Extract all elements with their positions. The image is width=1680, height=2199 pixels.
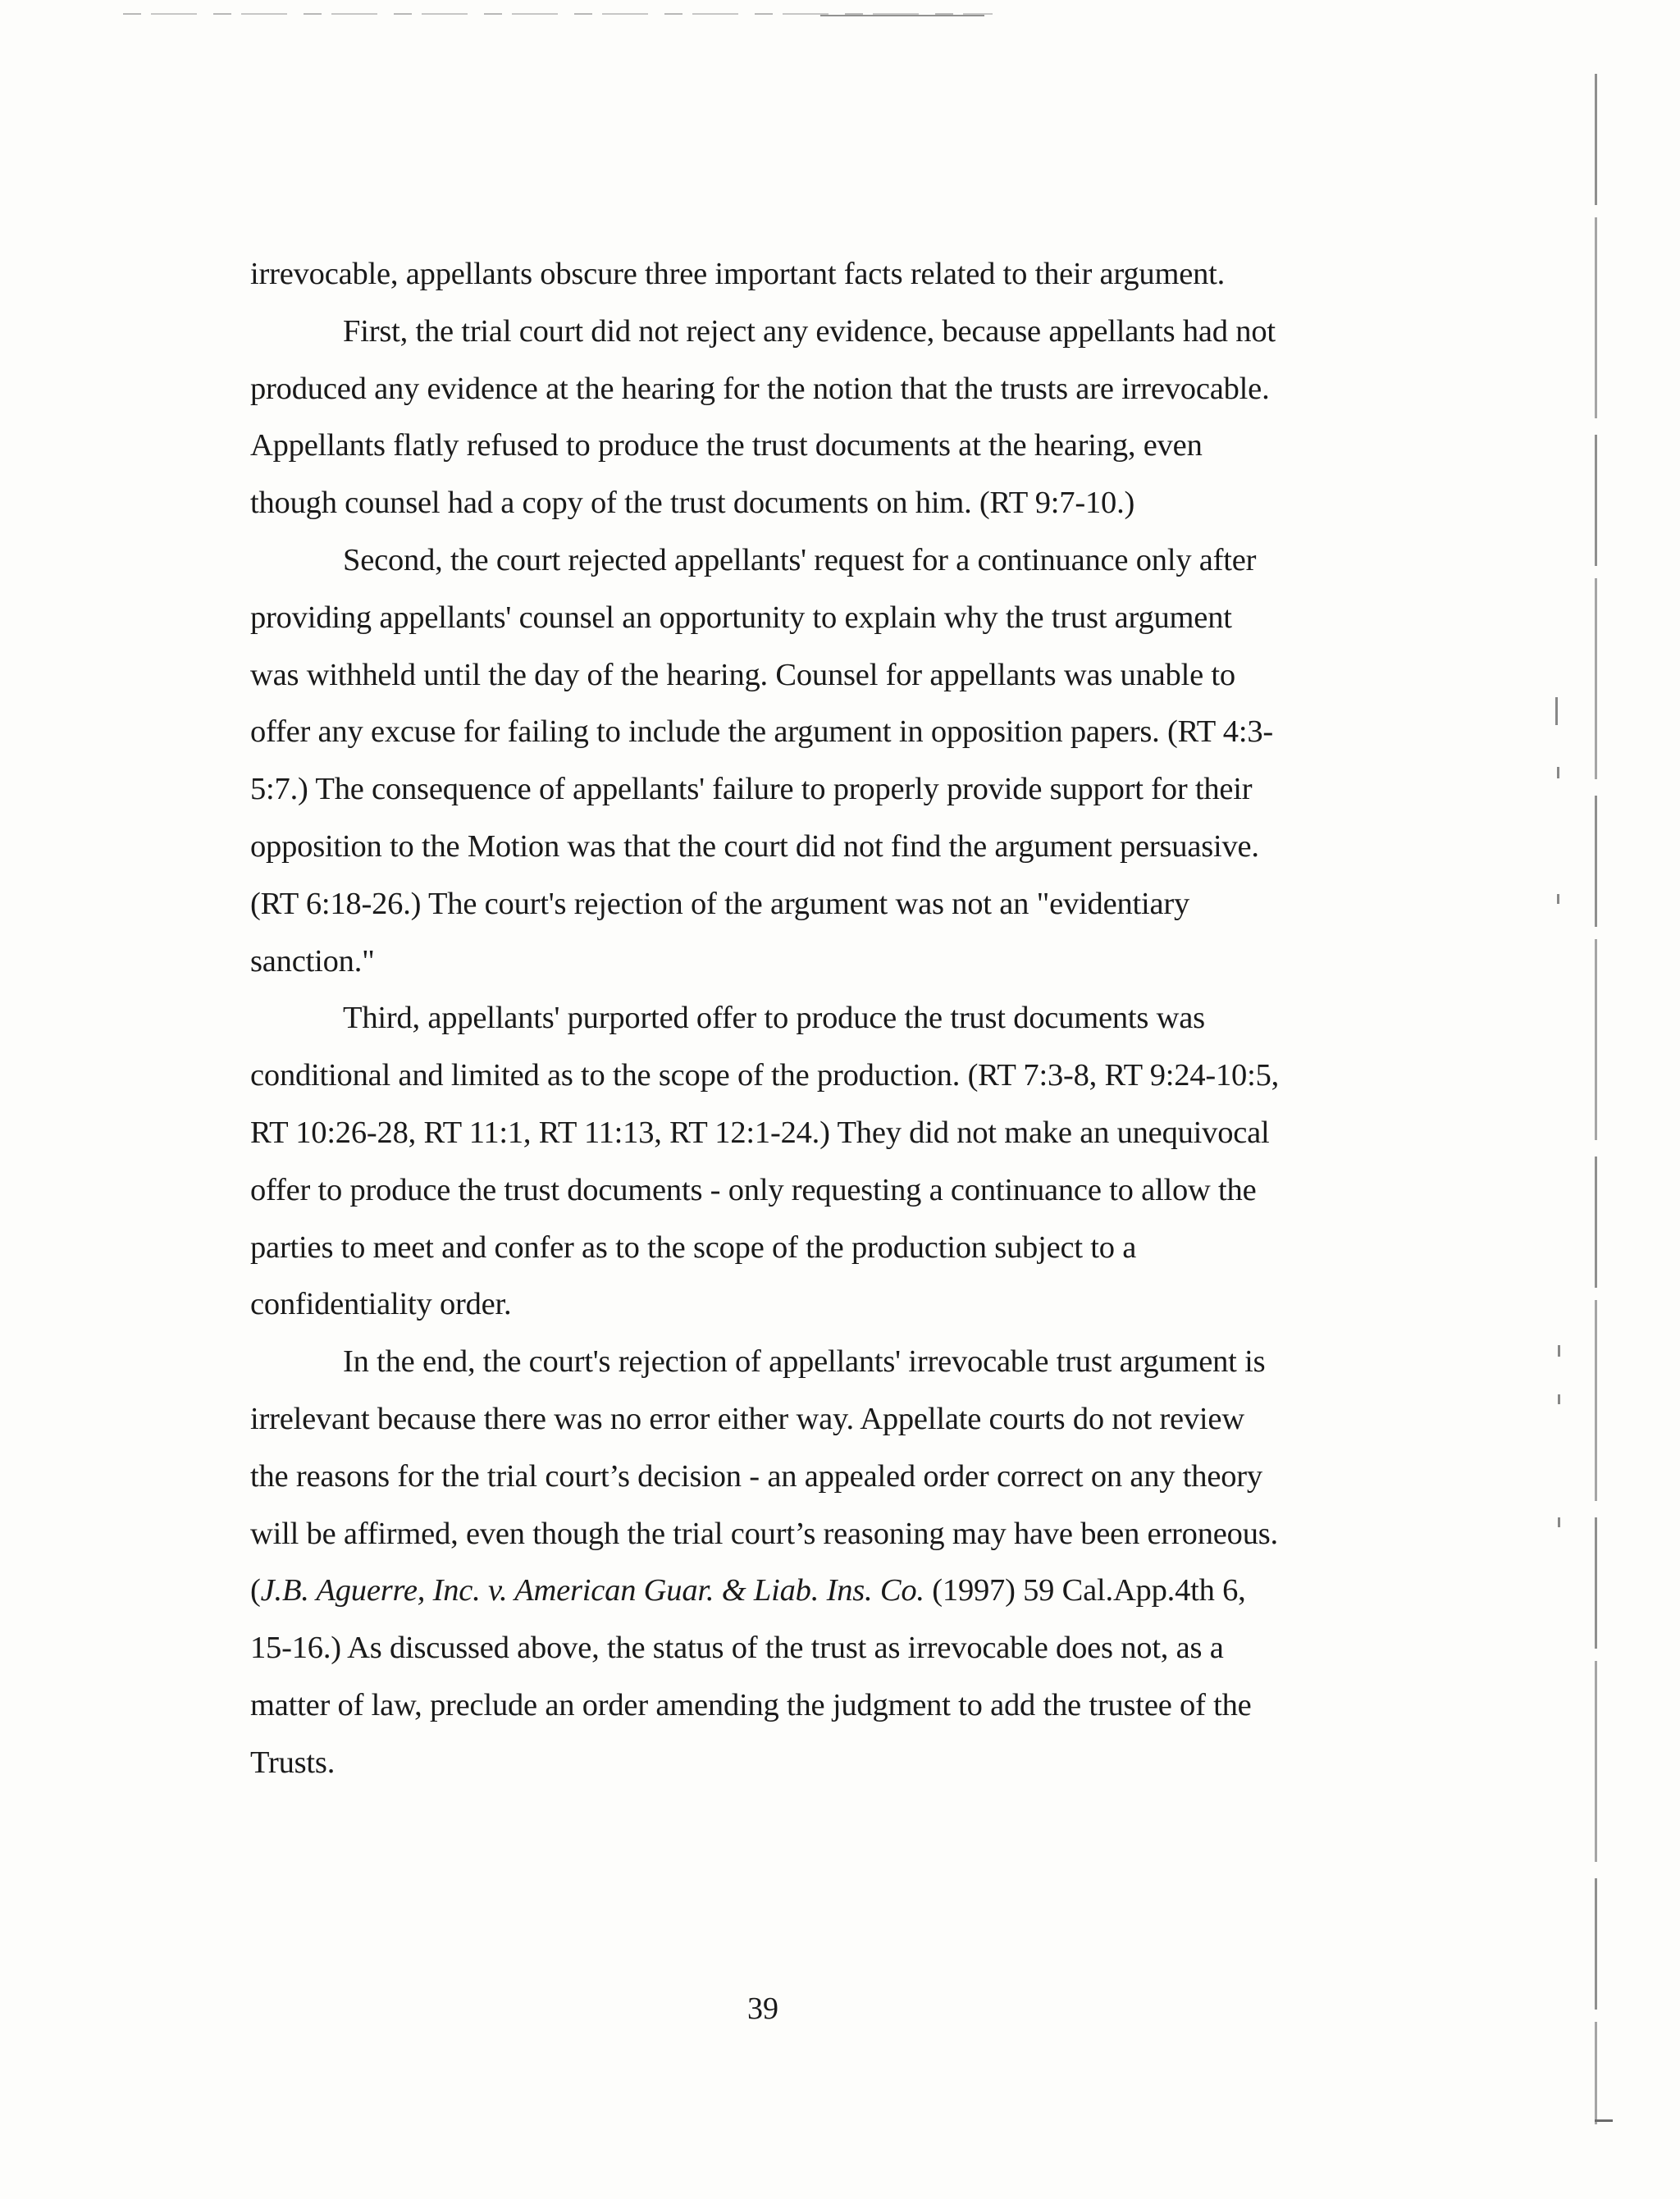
paragraph-2: First, the trial court did not reject any evidence, because appellants had not produced any evidence at the hearing for the notion that the trusts are irrevocable. Appellants flatly refused to produce the trust documents at the hearing, even though counsel had a copy of the trust documents on him. (RT 9:7-10.) [250, 313, 1276, 521]
paragraph-5 [250, 1334, 1284, 1791]
scan-mark [1555, 697, 1558, 725]
paragraph-5-text-before: In the end, the court's rejection of appellants' irrevocable trust argument is irrelevant because there was no error either way. Appellate courts do not review the reasons for the trial court’s decision - an appealed order correct on any theory will be affirmed, even though the trial court’s reasoning may have been erroneous. ( [250, 1344, 1278, 1608]
paragraph-5-text-after: (1997) 59 Cal.App.4th 6, 15-16.) As discussed above, the status of the trust as irrevocable does not, as a matter of law, preclude an order amending the judgment to add the trustee of the Trusts. [250, 1573, 1252, 1780]
scan-mark [1558, 1394, 1560, 1404]
page-number: 39 [747, 1991, 778, 2026]
scan-mark [1558, 1345, 1560, 1357]
scan-mark [1558, 1517, 1560, 1527]
scan-mark [1557, 767, 1559, 778]
paragraph-1: irrevocable, appellants obscure three important facts related to their argument. [250, 257, 1226, 291]
scan-artifact-top-right [820, 15, 984, 16]
paragraph-3: Second, the court rejected appellants' request for a continuance only after providing appellants' counsel an opportunity to explain why the trust argument was withheld until the day of the hearing. Counsel for appellants was unable to offer any excuse for failing to include the argument in opposition papers. (RT 4:3-5:7.) The consequence of appellants' failure to properly provide support for their opposition to the Motion was that the court did not find the argument persuasive. (RT 6:18-26.) The court's rejection of the argument was not an "evidentiary sanction." [250, 542, 1274, 979]
scan-artifact-right-edge [1595, 74, 1597, 2124]
case-citation: J.B. Aguerre, Inc. v. American Guar. & Liab. Ins. Co. [260, 1573, 924, 1608]
body-text [250, 246, 1284, 1792]
scan-artifact-right-foot [1595, 2119, 1613, 2122]
paragraph-4: Third, appellants' purported offer to produce the trust documents was conditional and limited as to the scope of the production. (RT 7:3-8, RT 9:24-10:5, RT 10:26-28, RT 11:1, RT 11:13, RT 12:1-24.) They did not make an unequivocal offer to produce the trust documents - only requesting a continuance to allow the parties to meet and confer as to the scope of the production subject to a confidentiality order. [250, 1001, 1280, 1322]
scan-mark [1557, 894, 1559, 904]
